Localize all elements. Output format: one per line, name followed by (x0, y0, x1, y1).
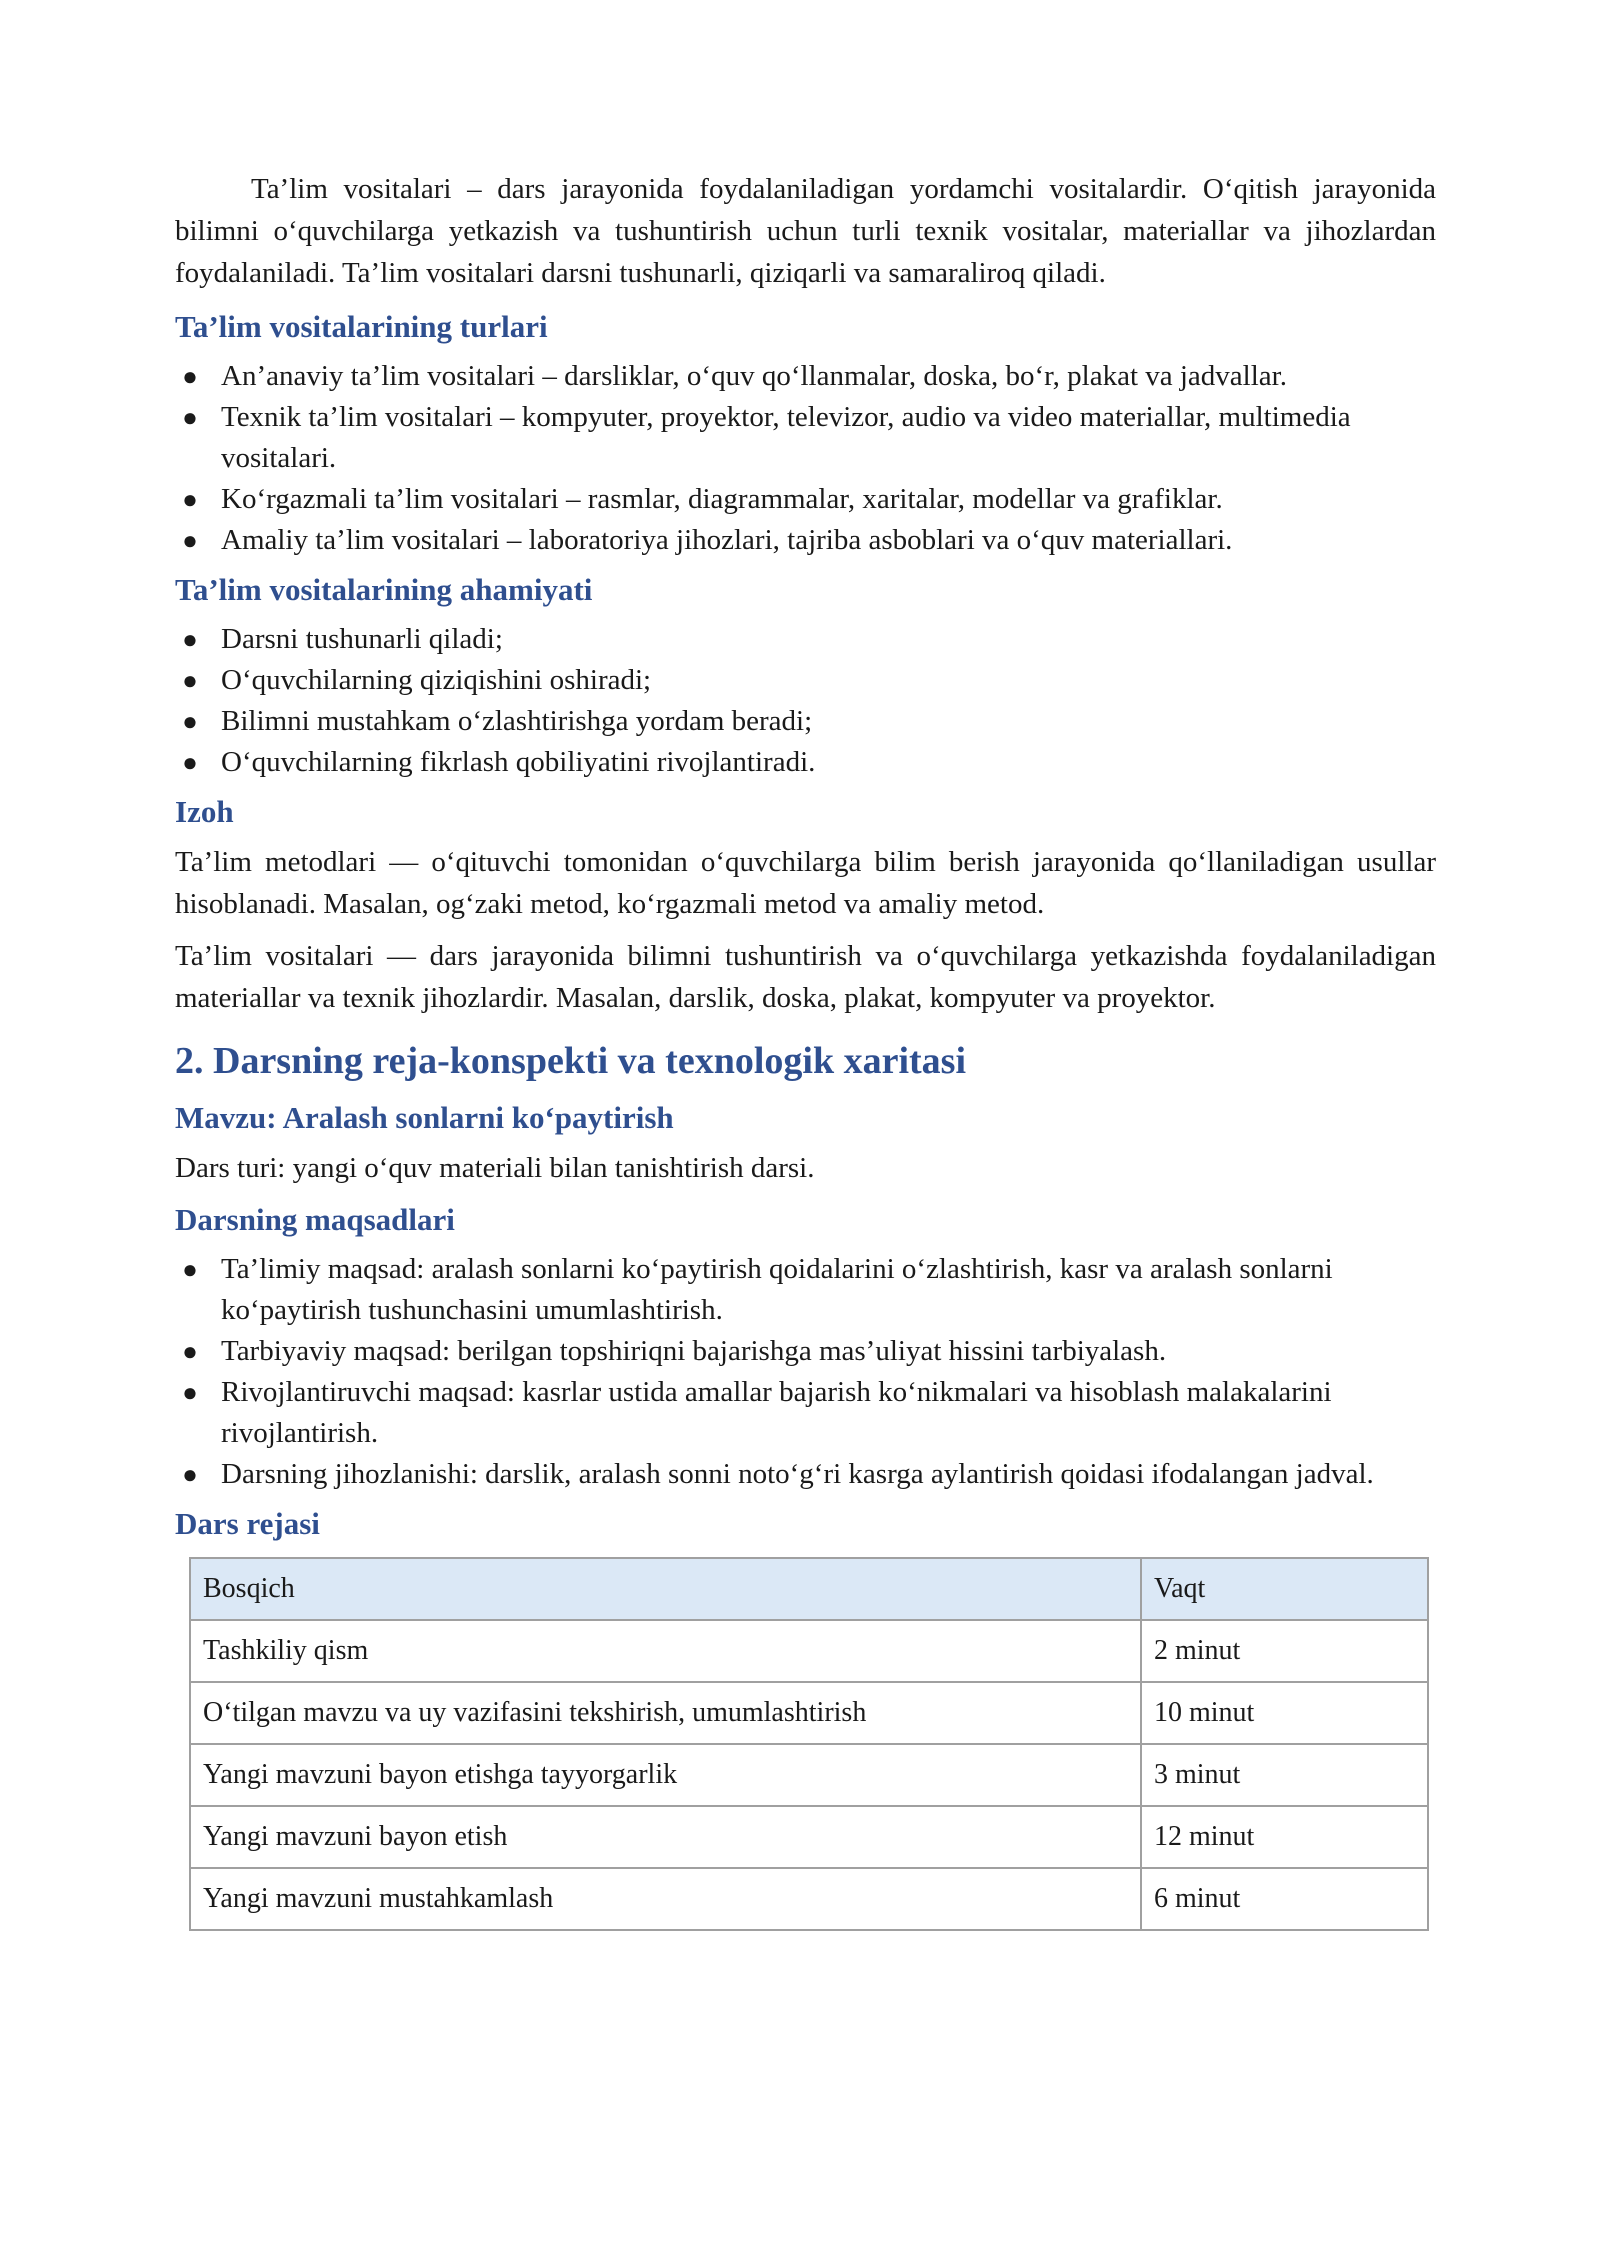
stage-cell: Tashkiliy qism (190, 1620, 1141, 1682)
column-header-stage: Bosqich (190, 1558, 1141, 1620)
list-item: ● Darsni tushunarli qiladi; (221, 619, 1436, 660)
stage-cell: O‘tilgan mavzu va uy vazifasini tekshirish, umumlashtirish (190, 1682, 1141, 1744)
table-row (190, 1620, 1428, 1682)
table-row (190, 1806, 1428, 1868)
importance-heading: Ta’lim vositalarining ahamiyati (175, 572, 593, 607)
list-item: ● O‘quvchilarning qiziqishini oshiradi; (221, 660, 1436, 701)
stage-cell: Yangi mavzuni bayon etishga tayyorgarlik (190, 1744, 1141, 1806)
stage-cell: Yangi mavzuni mustahkamlash (190, 1868, 1141, 1930)
time-cell: 2 minut (1141, 1620, 1428, 1682)
plan-table (189, 1557, 1429, 1931)
types-list (175, 356, 1436, 561)
table-row (190, 1682, 1428, 1744)
bullet-icon: ● (182, 1255, 198, 1284)
list-item: ● Tarbiyaviy maqsad: berilgan topshiriqni bajarishga mas’uliyat hissini tarbiyalash. (221, 1331, 1436, 1372)
list-item: ● Ta’limiy maqsad: aralash sonlarni ko‘paytirish qoidalarini o‘zlashtirish, kasr va aralash sonlarni ko‘paytirish tushunchasini umumlashtirish. (221, 1249, 1436, 1331)
bullet-icon: ● (182, 1460, 198, 1489)
table-row (190, 1744, 1428, 1806)
section-2-heading: 2. Darsning reja-konspekti va texnologik xaritasi (175, 1040, 967, 1082)
list-item: ● Darsning jihozlanishi: darslik, aralash sonni noto‘g‘ri kasrga aylantirish qoidasi ifodalangan jadval. (221, 1454, 1436, 1495)
list-item: ● Texnik ta’lim vositalari – kompyuter, proyektor, televizor, audio va video materiallar, multimedia vositalari. (221, 397, 1436, 479)
stage-cell: Yangi mavzuni bayon etish (190, 1806, 1141, 1868)
plan-heading: Dars rejasi (175, 1506, 320, 1541)
time-cell: 3 minut (1141, 1744, 1428, 1806)
column-header-time: Vaqt (1141, 1558, 1428, 1620)
bullet-icon: ● (182, 666, 198, 695)
time-cell: 6 minut (1141, 1868, 1428, 1930)
goals-list (175, 1249, 1436, 1495)
table-header-row (190, 1558, 1428, 1620)
lesson-type: Dars turi: yangi o‘quv materiali bilan tanishtirish darsi. (175, 1152, 815, 1184)
list-item: ● Rivojlantiruvchi maqsad: kasrlar ustida amallar bajarish ko‘nikmalari va hisoblash malakalarini rivojlantirish. (221, 1372, 1436, 1454)
bullet-icon: ● (182, 748, 198, 777)
bullet-icon: ● (182, 403, 198, 432)
bullet-icon: ● (182, 485, 198, 514)
note-paragraph-2: Ta’lim vositalari — dars jarayonida bilimni tushuntirish va o‘quvchilarga yetkazishda foydalaniladigan materiallar va texnik jihozlardir. Masalan, darslik, doska, plakat, kompyuter va proyektor. (175, 940, 1436, 1014)
table-row (190, 1868, 1428, 1930)
importance-list (175, 619, 1436, 783)
bullet-icon: ● (182, 362, 198, 391)
time-cell: 10 minut (1141, 1682, 1428, 1744)
bullet-icon: ● (182, 1337, 198, 1366)
list-item: ● Ko‘rgazmali ta’lim vositalari – rasmlar, diagrammalar, xaritalar, modellar va grafiklar. (221, 479, 1436, 520)
bullet-icon: ● (182, 707, 198, 736)
time-cell: 12 minut (1141, 1806, 1428, 1868)
types-heading: Ta’lim vositalarining turlari (175, 309, 548, 344)
bullet-icon: ● (182, 1378, 198, 1407)
list-item: ● Amaliy ta’lim vositalari – laboratoriya jihozlari, tajriba asboblari va o‘quv materiallari. (221, 520, 1436, 561)
intro-paragraph: Ta’lim vositalari – dars jarayonida foydalaniladigan yordamchi vositalardir. O‘qitish jarayonida bilimni o‘quvchilarga yetkazish va tushuntirish uchun turli texnik vositalar, materiallar va jihozlardan foydalaniladi. Ta’lim vositalari darsni tushunarli, qiziqarli va samaraliroq qiladi. (175, 173, 1436, 289)
list-item: ● O‘quvchilarning fikrlash qobiliyatini rivojlantiradi. (221, 742, 1436, 783)
note-paragraph-1: Ta’lim metodlari — o‘qituvchi tomonidan o‘quvchilarga bilim berish jarayonida qo‘llaniladigan usullar hisoblanadi. Masalan, og‘zaki metod, ko‘rgazmali metod va amaliy metod. (175, 846, 1436, 920)
bullet-icon: ● (182, 526, 198, 555)
note-heading: Izoh (175, 794, 234, 829)
bullet-icon: ● (182, 625, 198, 654)
topic-heading: Mavzu: Aralash sonlarni ko‘paytirish (175, 1100, 674, 1135)
goals-heading: Darsning maqsadlari (175, 1202, 455, 1237)
list-item: ● An’anaviy ta’lim vositalari – darsliklar, o‘quv qo‘llanmalar, doska, bo‘r, plakat va jadvallar. (221, 356, 1436, 397)
list-item: ● Bilimni mustahkam o‘zlashtirishga yordam beradi; (221, 701, 1436, 742)
